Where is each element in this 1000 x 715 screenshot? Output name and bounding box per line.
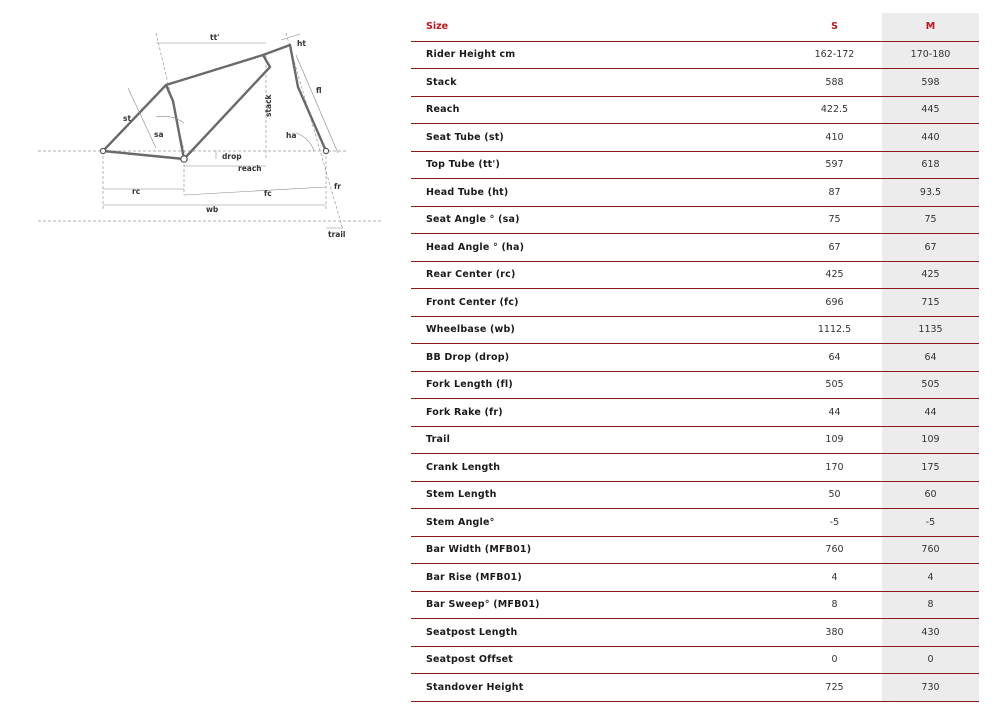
value-size-m: 425: [882, 261, 979, 289]
label-sa: sa: [154, 130, 164, 139]
table-row: [411, 674, 979, 702]
value-size-m: 430: [882, 619, 979, 647]
table-row: [411, 151, 979, 179]
row-label: Seatpost Length: [411, 619, 787, 647]
row-label: Bar Rise (MFB01): [411, 564, 787, 592]
row-label: Top Tube (tt'): [411, 151, 787, 179]
value-size-s: 0: [787, 646, 882, 674]
header-size-m: M: [882, 13, 979, 41]
geometry-table: [411, 13, 979, 702]
label-fc: fc: [264, 189, 272, 198]
value-size-s: 87: [787, 179, 882, 207]
value-size-s: 8: [787, 591, 882, 619]
row-label: Fork Rake (fr): [411, 399, 787, 427]
table-row: [411, 481, 979, 509]
value-size-s: 1112.5: [787, 316, 882, 344]
value-size-s: 67: [787, 234, 882, 262]
value-size-m: 4: [882, 564, 979, 592]
value-size-s: 44: [787, 399, 882, 427]
row-label: Stack: [411, 69, 787, 97]
table-body: [411, 41, 979, 701]
table-row: [411, 426, 979, 454]
value-size-m: 64: [882, 344, 979, 372]
value-size-m: 8: [882, 591, 979, 619]
seat-tube-dimension: [128, 88, 156, 148]
row-label: Bar Width (MFB01): [411, 536, 787, 564]
value-size-m: 1135: [882, 316, 979, 344]
row-label: Seat Tube (st): [411, 124, 787, 152]
value-size-s: 725: [787, 674, 882, 702]
chain-stay: [103, 151, 184, 159]
value-size-s: 425: [787, 261, 882, 289]
row-label: Crank Length: [411, 454, 787, 482]
value-size-m: 93.5: [882, 179, 979, 207]
value-size-s: 4: [787, 564, 882, 592]
value-size-m: -5: [882, 509, 979, 537]
table-row: [411, 646, 979, 674]
table-row: [411, 344, 979, 372]
table-row: [411, 509, 979, 537]
table-row: [411, 536, 979, 564]
table-row: [411, 206, 979, 234]
table-row: [411, 316, 979, 344]
table-header-row: [411, 13, 979, 41]
row-label: BB Drop (drop): [411, 344, 787, 372]
front-center-dimension: [184, 187, 326, 195]
table-row: [411, 69, 979, 97]
label-drop: drop: [222, 152, 242, 161]
row-label: Fork Length (fl): [411, 371, 787, 399]
bottom-bracket-point: [181, 156, 187, 162]
value-size-s: 597: [787, 151, 882, 179]
value-size-s: 162-172: [787, 41, 882, 69]
label-ht: ht: [297, 39, 306, 48]
label-wb: wb: [206, 205, 219, 214]
frame-geometry-diagram: [38, 25, 388, 240]
value-size-s: 760: [787, 536, 882, 564]
row-label: Rider Height cm: [411, 41, 787, 69]
value-size-s: 64: [787, 344, 882, 372]
value-size-s: 109: [787, 426, 882, 454]
value-size-m: 760: [882, 536, 979, 564]
table-row: [411, 124, 979, 152]
row-label: Trail: [411, 426, 787, 454]
rear-axle-point: [100, 148, 105, 153]
value-size-m: 44: [882, 399, 979, 427]
row-label: Stem Angle°: [411, 509, 787, 537]
row-label: Front Center (fc): [411, 289, 787, 317]
value-size-m: 109: [882, 426, 979, 454]
header-size: Size: [411, 13, 787, 41]
value-size-m: 445: [882, 96, 979, 124]
value-size-s: 422.5: [787, 96, 882, 124]
value-size-m: 170-180: [882, 41, 979, 69]
value-size-m: 440: [882, 124, 979, 152]
value-size-s: 380: [787, 619, 882, 647]
seat-angle-arc: [156, 116, 184, 123]
row-label: Head Tube (ht): [411, 179, 787, 207]
fork-length-dimension: [296, 55, 338, 153]
value-size-m: 75: [882, 206, 979, 234]
value-size-s: 505: [787, 371, 882, 399]
table-row: [411, 454, 979, 482]
value-size-s: -5: [787, 509, 882, 537]
label-stack: stack: [264, 94, 273, 117]
table-row: [411, 371, 979, 399]
table-row: [411, 619, 979, 647]
value-size-s: 696: [787, 289, 882, 317]
row-label: Wheelbase (wb): [411, 316, 787, 344]
table-row: [411, 179, 979, 207]
label-st: st: [123, 114, 132, 123]
label-trail: trail: [328, 230, 346, 239]
table-row: [411, 234, 979, 262]
label-fr: fr: [334, 182, 341, 191]
value-size-m: 60: [882, 481, 979, 509]
value-size-m: 175: [882, 454, 979, 482]
head-angle-arc: [296, 133, 314, 151]
label-fl: fl: [316, 86, 322, 95]
header-size-s: S: [787, 13, 882, 41]
seat-stay: [103, 85, 166, 151]
row-label: Stem Length: [411, 481, 787, 509]
row-label: Reach: [411, 96, 787, 124]
row-label: Seatpost Offset: [411, 646, 787, 674]
table-row: [411, 289, 979, 317]
front-axle-point: [323, 148, 328, 153]
value-size-m: 618: [882, 151, 979, 179]
seat-tube: [166, 85, 184, 159]
value-size-m: 715: [882, 289, 979, 317]
table-row: [411, 564, 979, 592]
value-size-m: 598: [882, 69, 979, 97]
label-tt: tt': [210, 33, 220, 42]
value-size-m: 67: [882, 234, 979, 262]
value-size-s: 588: [787, 69, 882, 97]
row-label: Standover Height: [411, 674, 787, 702]
table-row: [411, 591, 979, 619]
table-row: [411, 96, 979, 124]
value-size-m: 0: [882, 646, 979, 674]
table-row: [411, 261, 979, 289]
table-row: [411, 399, 979, 427]
label-ha: ha: [286, 131, 297, 140]
value-size-m: 730: [882, 674, 979, 702]
row-label: Head Angle ° (ha): [411, 234, 787, 262]
value-size-m: 505: [882, 371, 979, 399]
label-rc: rc: [132, 187, 141, 196]
label-reach: reach: [238, 164, 262, 173]
value-size-s: 75: [787, 206, 882, 234]
row-label: Rear Center (rc): [411, 261, 787, 289]
value-size-s: 50: [787, 481, 882, 509]
table-row: [411, 41, 979, 69]
frame-geometry-svg: [38, 25, 388, 240]
row-label: Seat Angle ° (sa): [411, 206, 787, 234]
value-size-s: 410: [787, 124, 882, 152]
row-label: Bar Sweep° (MFB01): [411, 591, 787, 619]
value-size-s: 170: [787, 454, 882, 482]
